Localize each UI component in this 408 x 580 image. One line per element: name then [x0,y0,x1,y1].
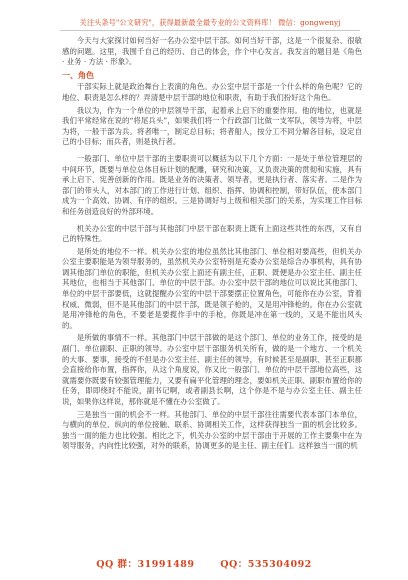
paragraph: 三是独当一面的机会不一样。其他部门、单位的中层干部往往需要代表本部门本单位，与横向的单位、纵向的单位接触、联系、协调相关工作，这样获得独当一面的机会比较多。独当一面的能力也比较强。相比之下，机关办公室的中层干部由于开展的工作主要集中在为领导服务，内向性比较强，对外的联系，协调更多的是主任、副主任们。这样独当一面的机 [62,409,362,451]
header-banner: 关注头条号"公文研究"，获得最新最全最专业的公文资料库！ 微信：gongwenyj [79,18,341,27]
qq-group-text: QQ 群：31991489 [96,559,195,570]
paragraph: 机关办公室的中层干部与其他部门中层干部在职责上既有上面这些共性的东西，又有自己的特殊性。 [62,223,362,244]
paragraph: 一般部门、单位中层干部的主要职责可以概括为以下几个方面：一是处于单位管理层的中间环节，既要与单位总体目标计划的配雕，研究和决策，又负责决策的贯彻和实施，具有承上启下、宪善创新的作用。既是业务的决策者、领导者，更是执行者、落实者。二是作为部门的带头人，对本部门的工作进行计划、组织、指挥、协调和控制，带好队伍，使本部门成为一个高效、协调、有序的组织。三是协调好与上级和相关部门的关系，为实现工作目标和任务创造良好的外部环境。 [62,153,362,216]
document-body [62,36,362,454]
header-divider [60,30,360,31]
footer-contact [0,556,408,570]
paragraph: 我以为，作为一个单位的中层领导干部，起着承上启下的重要作用。他的地位，也就是我们平常经常在说的“将尾兵头”，如果我们将一个行政部门比做一支军队，领导为将，中层为将，一般干部为兵。将者唯一，制定总目标；将者船人，按分工不同分解各目标，设定自己的小目标；而兵者，则是执行者。 [62,105,362,147]
qq-text: QQ：535304092 [220,559,312,570]
section-title-role: 一、角色 [62,69,94,80]
paragraph: 是所处的地位不一样。机关办公室的地位虽然比其他部门、单位相对要高些，但机关办公室主要职能是为领导服务的，虽然机关办公室特别是充委办公室是综合办事机构，具有协调其他部门单位的职能，但机关办公室上面还有副主任，正职、既便是办公室主任、副主任其地位，也相当于其他部门、单位的中层干部。办公室中层干部的地位可以说比其他部门、单位的中层干部要低，这就提醒办公室的中层干部要摆正位置角色，可能你在办公室，背着权威、微弱，但不是其他部门的中层干部，既是领子枪的，又是用冲锋枪的。你在办公室就是用冲锋枪的角色，不要老是要揽作手中的手枪，你既是冲在第一线的，又是不能出风头的。 [62,246,362,330]
paragraph: 是所做的事情不一样。其他部门中层干部做的是这个部门、单位的业务工作，接受的是副门、单位副职、正职的领导。办公室中层干部服务机关所有，做的是一个地方、一个机关的大事、要事，接受的不但是办公室主任、副主任的领导，有时候甚至是副职、甚至正职都会直接给你布置，指挥你，从这个角度说，你又比一般部门、单位的中层干部地位高些，这就需要你既要有较强管理能力，又要有扁平化管理的理念，要如机关正职、副职布置给你的任务，即即绕时不能说，副书记啊，或者副县长啊，这个你是不是与办公室主任、副主任说，如果你这样说，那你就是不懂在办公室做了。 [62,333,362,406]
intro-paragraph: 今天与大家探讨如何当好一名办公室中层干部。如何当好干部，这是一个很复杂、很敏感的问题。这里，我围千自己的经历、自己的体会，作个中心发言。我发言的题目是《角色 · 业务 · 方法 · 形象》。 [62,36,362,67]
paragraph: 干部实际上就是政治舞台上表演的角色。办公室中层干部是一个什么样的角色呢？它的地位、职责是怎么样的？弄清楚中层干部的地位和职责，有助于我们扮好这个角色。 [62,82,362,102]
